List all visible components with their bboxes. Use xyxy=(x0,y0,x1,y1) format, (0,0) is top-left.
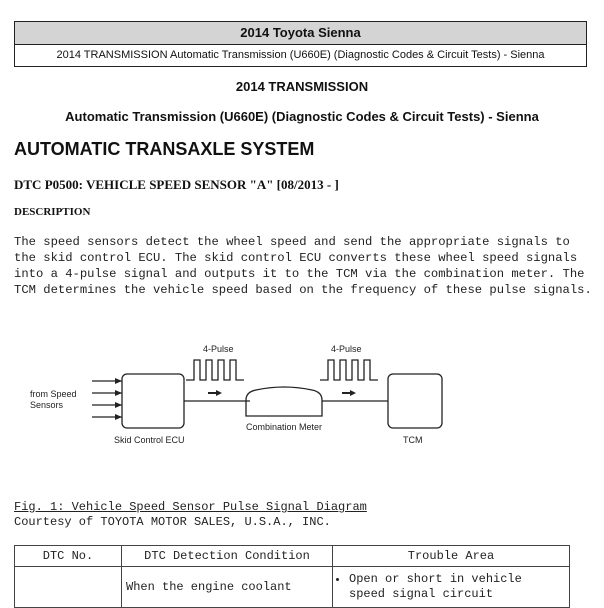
skid-ecu-label: Skid Control ECU xyxy=(114,435,185,445)
list-item: • Open or short in vehicle speed signal circuit xyxy=(349,572,565,602)
col-detection-condition: DTC Detection Condition xyxy=(122,546,333,567)
col-trouble-area: Trouble Area xyxy=(333,546,570,567)
section-subtitle: Automatic Transmission (U660E) (Diagnostic Codes & Circuit Tests) - Sienna xyxy=(65,109,539,124)
combination-meter-label: Combination Meter xyxy=(246,422,323,432)
description-text: The speed sensors detect the wheel speed and send the appropriate signals to the skid control ECU. The skid control ECU converts these wheel speed signals into a 4-pulse signal and outputs it to the TCM via the combination meter. The TCM determines the vehicle speed based on the frequency of these pulse signals. xyxy=(14,235,592,297)
description-heading: DESCRIPTION xyxy=(14,206,91,218)
tcm-label: TCM xyxy=(403,435,423,445)
pulse-train-left xyxy=(186,360,244,380)
pulse-label-right: 4-Pulse xyxy=(331,344,362,354)
col-dtc-no: DTC No. xyxy=(15,546,122,567)
figure-courtesy: Courtesy of TOYOTA MOTOR SALES, U.S.A., INC. xyxy=(14,515,331,529)
dtc-table xyxy=(14,545,570,608)
section-title: 2014 TRANSMISSION xyxy=(235,79,369,94)
dtc-heading: DTC P0500: VEHICLE SPEED SENSOR "A" [08/2013 - ] xyxy=(14,177,339,192)
cell-dtc-no xyxy=(15,567,122,608)
combination-meter-shape xyxy=(246,387,322,416)
input-label-2: Sensors xyxy=(30,400,64,410)
table-header-row xyxy=(15,546,570,567)
cell-trouble-area xyxy=(333,567,570,608)
figure-caption[interactable]: Fig. 1: Vehicle Speed Sensor Pulse Signal Diagram xyxy=(14,500,367,514)
input-label-1: from Speed xyxy=(30,389,77,399)
trouble-list xyxy=(337,572,565,602)
document-header xyxy=(14,21,587,67)
skid-control-ecu-box xyxy=(122,374,184,428)
tcm-box xyxy=(388,374,442,428)
pulse-signal-diagram xyxy=(0,330,604,460)
header-subtitle: 2014 TRANSMISSION Automatic Transmission (U660E) (Diagnostic Codes & Circuit Tests) - Sienna xyxy=(56,49,545,61)
cell-condition: When the engine coolant xyxy=(122,567,333,608)
header-title: 2014 Toyota Sienna xyxy=(15,22,586,45)
pulse-label-left: 4-Pulse xyxy=(203,344,234,354)
pulse-train-right xyxy=(320,360,378,380)
table-row xyxy=(15,567,570,608)
system-title: AUTOMATIC TRANSAXLE SYSTEM xyxy=(14,139,315,159)
